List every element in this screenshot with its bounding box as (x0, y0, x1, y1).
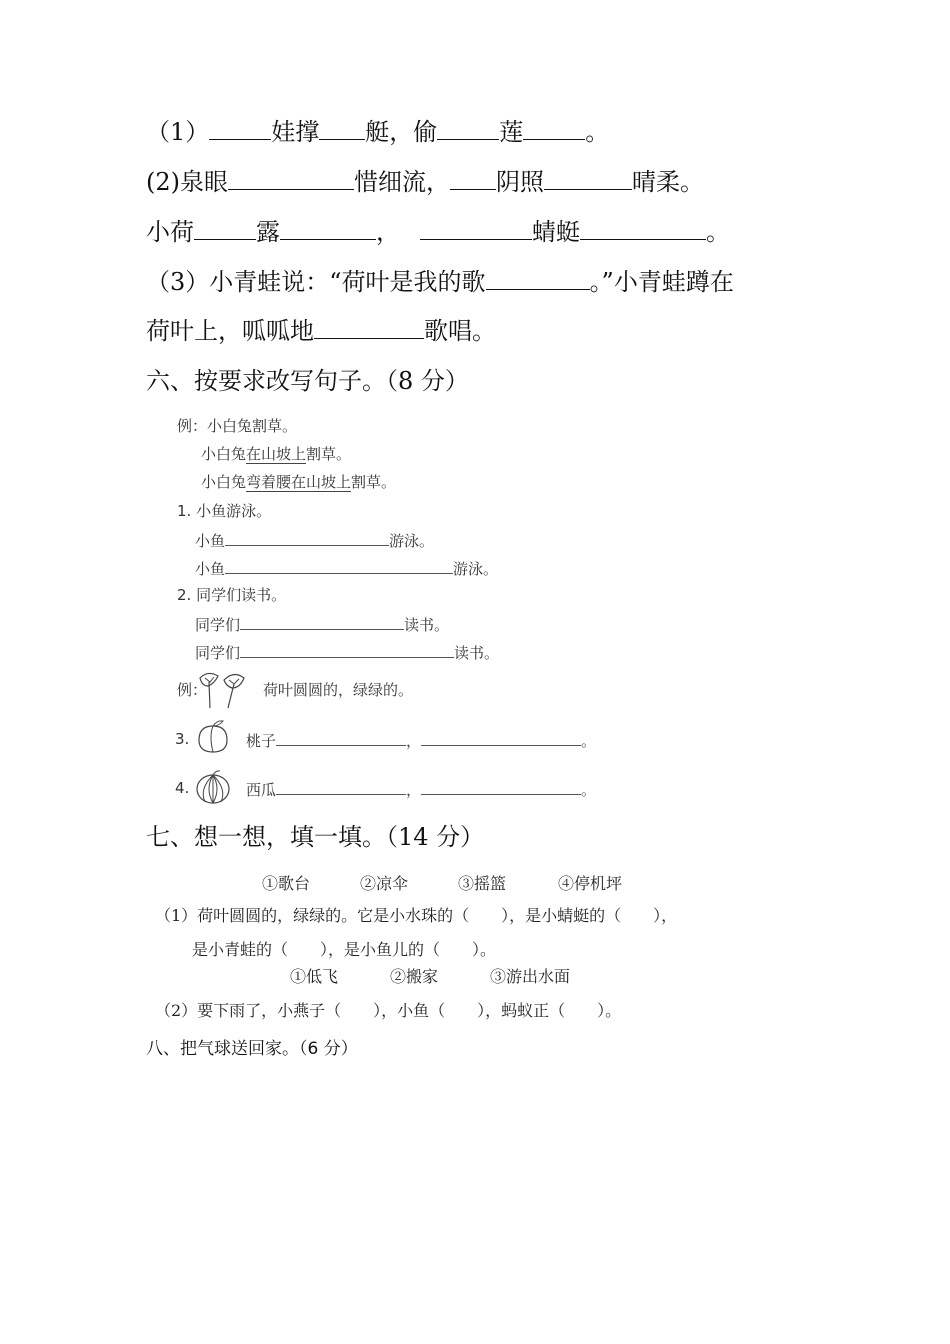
answer-blank[interactable] (421, 778, 581, 795)
blank[interactable] (319, 117, 365, 140)
poem-line-4: （3）小青蛙说：“荷叶是我的歌 。”小青蛙蹲在 (146, 268, 734, 296)
answer-blank[interactable] (240, 613, 404, 630)
blank[interactable] (280, 217, 376, 240)
poem-line-2: (2)泉眼 惜细流， 阴照 晴柔。 (146, 168, 704, 196)
options-row-1: ①歌台 ②凉伞 ③摇篮 ④停机坪 (262, 874, 623, 893)
blank[interactable] (209, 117, 271, 140)
blank[interactable] (194, 217, 256, 240)
section-7-title: 七、想一想，填一填。（14 分） (146, 823, 485, 851)
blank[interactable] (420, 217, 532, 240)
q4-answer: 西瓜 ， 。 (246, 778, 596, 800)
q2-answer-2: 同学们 读书。 (195, 641, 499, 663)
q3-answer: 桃子 ， 。 (246, 729, 596, 751)
poem-line-1: （1） 娃撑 艇，偷 莲 。 (146, 118, 610, 146)
q1-label: 1. 小鱼游泳。 (177, 502, 272, 520)
answer-blank[interactable] (276, 729, 406, 746)
blank[interactable] (437, 117, 499, 140)
s7-q1-line-1: （1）荷叶圆圆的，绿绿的。它是小水珠的（ ），是小蜻蜓的（ ）， (155, 906, 678, 925)
section-8-title: 八、把气球送回家。（6 分） (146, 1039, 358, 1059)
blank[interactable] (228, 167, 354, 190)
s7-q2-line: （2）要下雨了，小燕子（ ），小鱼（ ），蚂蚁正（ ）。 (155, 1001, 622, 1020)
options-row-2: ①低飞 ②搬家 ③游出水面 (290, 967, 571, 986)
answer-blank[interactable] (225, 529, 389, 546)
s7-q1-line-2: 是小青蛙的（ ），是小鱼儿的（ ）。 (192, 940, 497, 959)
blank[interactable] (450, 167, 496, 190)
answer-blank[interactable] (240, 641, 454, 658)
poem-line-5: 荷叶上，呱呱地 歌唱。 (146, 317, 496, 345)
lotus-leaf-icon (196, 668, 250, 710)
blank[interactable] (314, 316, 424, 339)
example-sentence-2: 小白兔弯着腰在山坡上割草。 (201, 473, 397, 491)
poem-line-3: 小荷 露 ， 蜻蜓 。 (146, 218, 730, 246)
example2-text: 荷叶圆圆的，绿绿的。 (263, 681, 414, 699)
example2-label: 例： (177, 681, 208, 699)
blank[interactable] (580, 217, 706, 240)
section-6-title: 六、按要求改写句子。（8 分） (146, 367, 469, 395)
watermelon-icon (193, 768, 233, 806)
peach-icon (195, 718, 231, 756)
q2-answer-1: 同学们 读书。 (195, 613, 449, 635)
q1-answer-1: 小鱼 游泳。 (195, 529, 434, 551)
blank[interactable] (544, 167, 632, 190)
q3-number: 3. (175, 730, 190, 748)
example-label: 例：小白兔割草。 (177, 417, 298, 435)
q1-answer-2: 小鱼 游泳。 (195, 557, 498, 579)
blank[interactable] (486, 267, 590, 290)
example-sentence-1: 小白兔在山坡上割草。 (201, 445, 352, 463)
blank[interactable] (523, 117, 585, 140)
answer-blank[interactable] (225, 557, 453, 574)
answer-blank[interactable] (276, 778, 406, 795)
q4-number: 4. (175, 779, 190, 797)
answer-blank[interactable] (421, 729, 581, 746)
q2-label: 2. 同学们读书。 (177, 586, 287, 604)
